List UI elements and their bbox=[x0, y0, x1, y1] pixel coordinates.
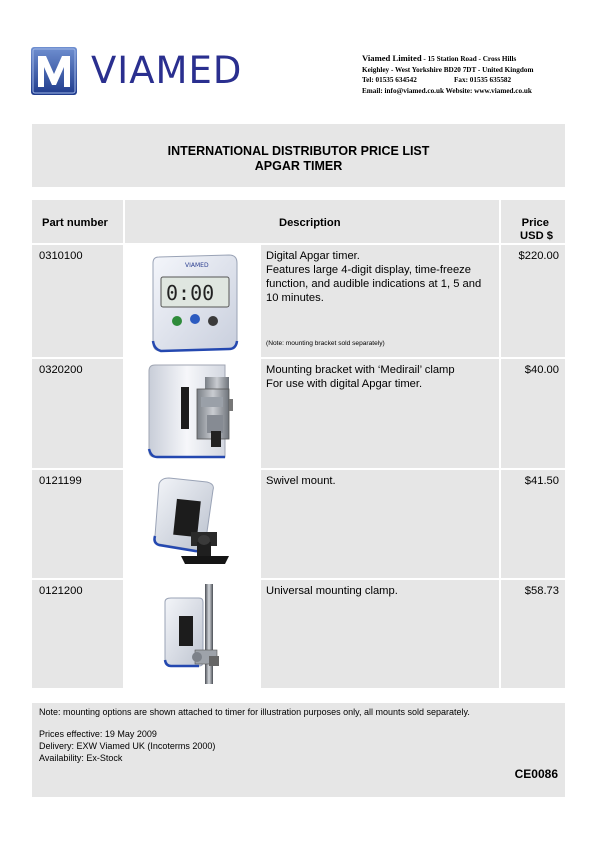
row-description bbox=[261, 359, 499, 468]
header-currency-label: USD $ bbox=[520, 230, 553, 242]
viamed-logo bbox=[31, 47, 255, 97]
description-title: Mounting bracket with ‘Medirail’ clamp bbox=[266, 364, 455, 376]
header-price-label: Price bbox=[521, 217, 549, 229]
digital-apgar-timer-image bbox=[125, 245, 259, 357]
header-part-number bbox=[32, 200, 123, 243]
row-description bbox=[261, 245, 499, 357]
title-box bbox=[32, 124, 565, 187]
description-detail: Features large 4-digit display, time-freeze function, and audible indications at 1, 5 and 10 minutes. bbox=[266, 264, 482, 304]
device-brand-text: VIAMED bbox=[185, 262, 209, 269]
price-value: $58.73 bbox=[524, 585, 559, 597]
device-display-digits: 0:00 bbox=[166, 281, 215, 305]
description-title: Digital Apgar timer. bbox=[266, 250, 360, 262]
row-description bbox=[261, 580, 499, 688]
viamed-logo-mark-icon bbox=[31, 47, 77, 95]
mounting-bracket-image bbox=[125, 359, 259, 468]
description-title: Swivel mount. bbox=[266, 475, 336, 487]
row-price bbox=[501, 470, 565, 578]
company-name: Viamed Limited bbox=[362, 53, 422, 63]
company-address: - 15 Station Road - Cross Hills bbox=[421, 55, 517, 63]
row-part-number bbox=[32, 245, 123, 357]
company-tel: Tel: 01535 634542 bbox=[362, 76, 417, 85]
company-address-block bbox=[362, 53, 533, 96]
header-part-number-label: Part number bbox=[42, 217, 108, 229]
row-part-number bbox=[32, 580, 123, 688]
row-description bbox=[261, 470, 499, 578]
company-email-website: Email: info@viamed.co.uk Website: www.viamed.co.uk bbox=[362, 86, 532, 95]
row-price bbox=[501, 580, 565, 688]
description-title: Universal mounting clamp. bbox=[266, 585, 398, 597]
page-subtitle: APGAR TIMER bbox=[254, 159, 343, 173]
row-part-number bbox=[32, 470, 123, 578]
part-number-value: 0121200 bbox=[39, 585, 83, 597]
header-description-label: Description bbox=[279, 217, 341, 229]
prices-effective: Prices effective: 19 May 2009 bbox=[39, 729, 157, 739]
ce-mark: CE0086 bbox=[514, 767, 558, 781]
price-value: $220.00 bbox=[518, 250, 559, 262]
row-image bbox=[125, 580, 259, 688]
delivery-terms: Delivery: EXW Viamed UK (Incoterms 2000) bbox=[39, 741, 216, 751]
description-note: (Note: mounting bracket sold separately) bbox=[266, 340, 385, 347]
universal-clamp-image bbox=[125, 580, 259, 688]
row-image bbox=[125, 359, 259, 468]
footer-box bbox=[32, 703, 565, 797]
row-price bbox=[501, 359, 565, 468]
part-number-value: 0310100 bbox=[39, 250, 83, 262]
price-value: $40.00 bbox=[524, 364, 559, 376]
footer-note: Note: mounting options are shown attached to timer for illustration purposes only, all mounts sold separately. bbox=[39, 707, 470, 717]
row-part-number bbox=[32, 359, 123, 468]
swivel-mount-image bbox=[125, 470, 259, 578]
page-title: INTERNATIONAL DISTRIBUTOR PRICE LIST bbox=[167, 144, 430, 158]
row-image bbox=[125, 245, 259, 357]
company-fax: Fax: 01535 635582 bbox=[454, 76, 512, 85]
description-detail: For use with digital Apgar timer. bbox=[266, 378, 423, 390]
header-price bbox=[501, 200, 565, 243]
logo-wordmark: VIAMED bbox=[91, 49, 243, 92]
row-image bbox=[125, 470, 259, 578]
company-address-line2: Keighley - West Yorkshire BD20 7DT - United Kingdom bbox=[362, 65, 534, 74]
availability: Availability: Ex-Stock bbox=[39, 753, 123, 763]
part-number-value: 0121199 bbox=[39, 475, 82, 487]
header-description bbox=[125, 200, 499, 243]
part-number-value: 0320200 bbox=[39, 364, 83, 376]
price-value: $41.50 bbox=[524, 475, 559, 487]
row-price bbox=[501, 245, 565, 357]
